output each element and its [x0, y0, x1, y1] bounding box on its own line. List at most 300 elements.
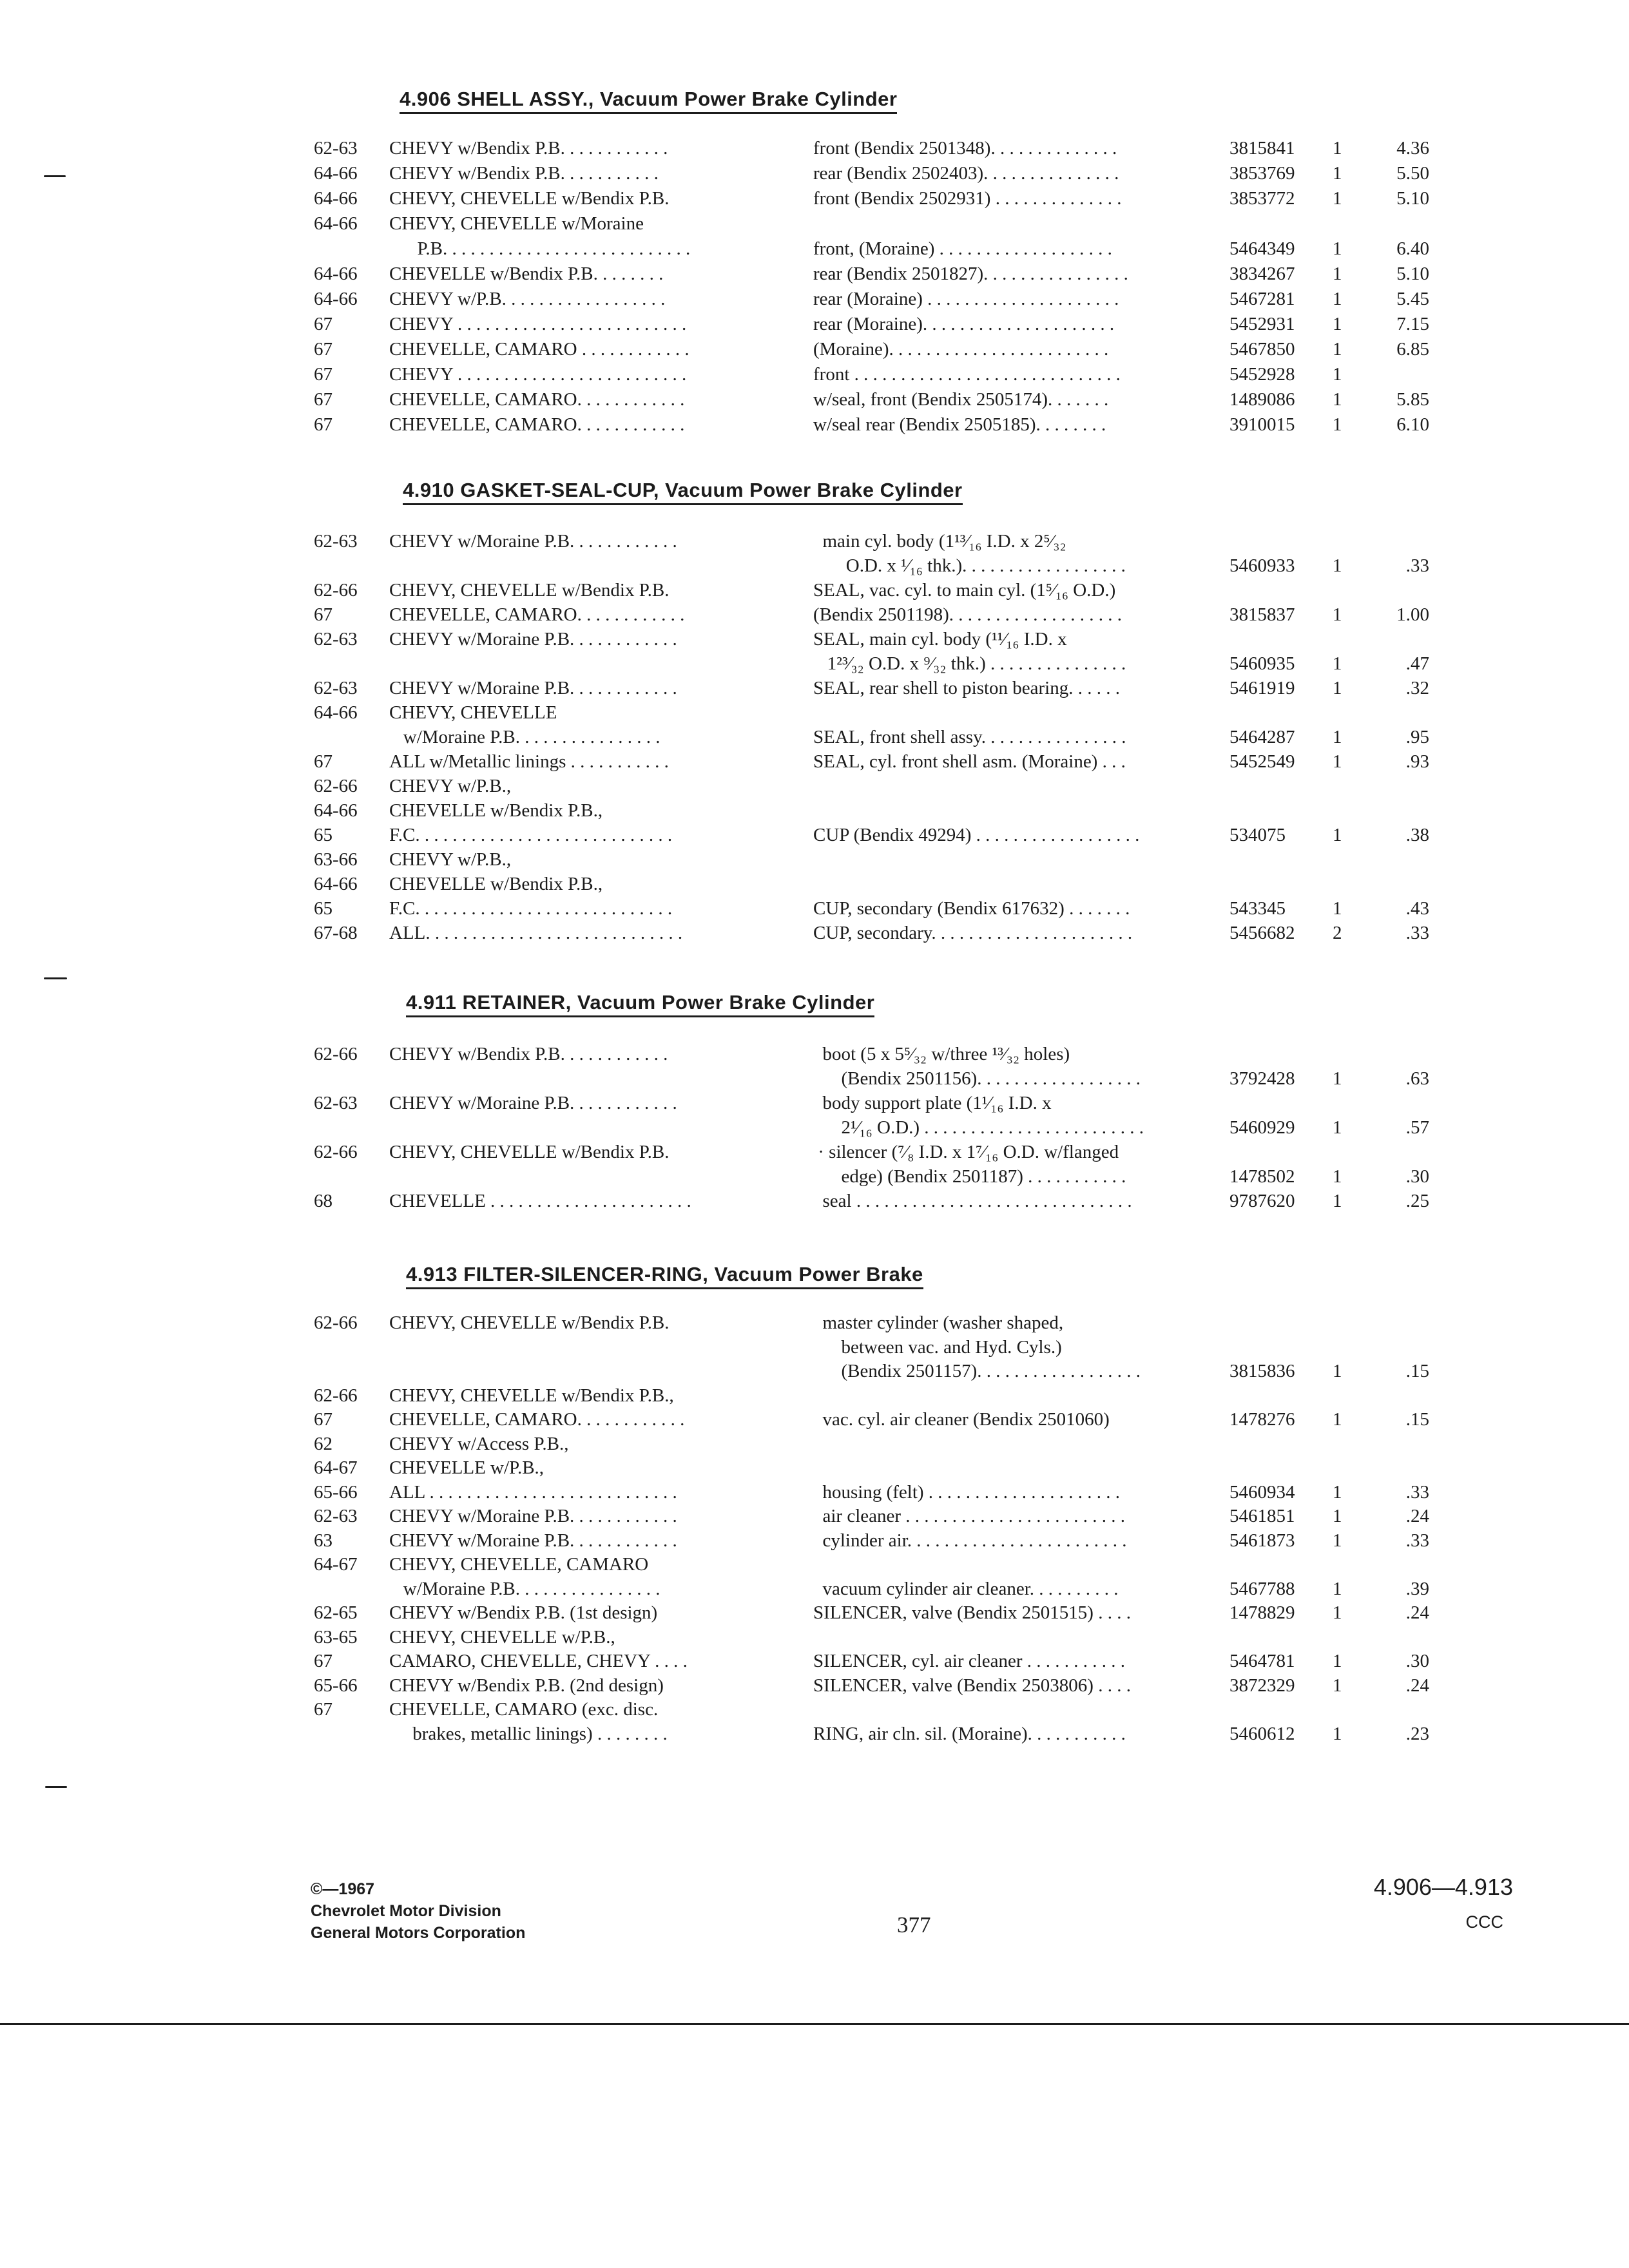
part-number-cell: 5456682 — [1229, 923, 1295, 943]
description-cell: SEAL, rear shell to piston bearing. . . . . . — [813, 678, 1120, 698]
description-cell: SEAL, vac. cyl. to main cyl. (1⁵⁄₁₆ O.D.) — [813, 580, 1116, 601]
year-cell: 62-66 — [314, 580, 358, 601]
model-cell: CHEVY w/Bendix P.B. (2nd design) — [389, 1675, 664, 1696]
part-number-cell: 3815836 — [1229, 1361, 1295, 1381]
table-row — [0, 1649, 1629, 1673]
table-row — [0, 921, 1629, 945]
section-heading-4913: 4.913 FILTER-SILENCER-RING, Vacuum Power Brake — [406, 1263, 923, 1289]
price-cell: .43 — [1405, 898, 1429, 919]
year-cell: 67 — [314, 1409, 333, 1430]
price-cell: 5.10 — [1396, 188, 1429, 209]
year-cell: 63 — [314, 1530, 333, 1551]
quantity-cell: 1 — [1333, 1409, 1342, 1430]
description-cell: 2¹⁄₁₆ O.D.) . . . . . . . . . . . . . . . . . . . . . . . . — [813, 1117, 1144, 1138]
year-cell: 67 — [314, 1651, 333, 1671]
table-row — [0, 1626, 1629, 1649]
year-cell: 62-66 — [314, 1385, 358, 1406]
quantity-cell: 1 — [1333, 389, 1342, 410]
price-cell: .57 — [1405, 1117, 1429, 1138]
description-cell: rear (Moraine). . . . . . . . . . . . . . . . . . . . . — [813, 314, 1115, 334]
table-row — [0, 1504, 1629, 1528]
model-cell: CHEVY, CHEVELLE — [389, 702, 557, 723]
model-cell: CHEVY, CHEVELLE w/Bendix P.B. — [389, 1142, 670, 1162]
part-number-cell: 5461919 — [1229, 678, 1295, 698]
year-cell: 64-66 — [314, 800, 358, 821]
quantity-cell: 1 — [1333, 264, 1342, 284]
page-number: 377 — [897, 1912, 931, 1937]
year-cell: 62-66 — [314, 1044, 358, 1064]
quantity-cell: 1 — [1333, 1361, 1342, 1381]
part-number-cell: 5467281 — [1229, 289, 1295, 309]
price-cell: 6.10 — [1396, 414, 1429, 435]
year-cell: 67 — [314, 389, 333, 410]
table-row — [0, 187, 1629, 210]
year-cell: 62-65 — [314, 1602, 358, 1623]
price-cell: 1.00 — [1396, 604, 1429, 625]
model-cell: F.C. . . . . . . . . . . . . . . . . . . . . . . . . . . . — [389, 898, 673, 919]
part-number-cell: 543345 — [1229, 898, 1286, 919]
price-cell: .30 — [1405, 1651, 1429, 1671]
table-row — [0, 872, 1629, 896]
model-cell: CHEVY w/Moraine P.B. . . . . . . . . . . . — [389, 629, 677, 649]
table-row — [0, 677, 1629, 700]
description-cell: front (Bendix 2502931) . . . . . . . . . . . . . . — [813, 188, 1122, 209]
description-cell: CUP, secondary (Bendix 617632) . . . . . . . — [813, 898, 1130, 919]
table-row — [0, 1043, 1629, 1066]
model-cell: CHEVY, CHEVELLE w/P.B., — [389, 1626, 615, 1648]
price-cell: .15 — [1405, 1361, 1429, 1381]
section-heading-4911: 4.911 RETAINER, Vacuum Power Brake Cylinder — [406, 991, 874, 1017]
part-number-cell: 3815841 — [1229, 138, 1295, 159]
price-cell: .23 — [1405, 1723, 1429, 1744]
year-cell: 63-65 — [314, 1626, 358, 1648]
quantity-cell: 1 — [1333, 604, 1342, 625]
year-cell: 65 — [314, 898, 333, 919]
price-cell: .93 — [1405, 751, 1429, 772]
table-row — [0, 1140, 1629, 1164]
model-cell: CHEVY w/Bendix P.B. . . . . . . . . . . . — [389, 1044, 668, 1064]
year-cell: 67 — [314, 314, 333, 334]
model-cell: CHEVY, CHEVELLE w/Moraine — [389, 213, 644, 234]
model-cell: F.C. . . . . . . . . . . . . . . . . . . . . . . . . . . . — [389, 825, 673, 845]
model-cell: CHEVY w/Moraine P.B. . . . . . . . . . . . — [389, 678, 677, 698]
table-row — [0, 1408, 1629, 1431]
model-cell: CHEVY w/Bendix P.B. (1st design) — [389, 1602, 658, 1623]
part-number-cell: 5464287 — [1229, 727, 1295, 747]
price-cell: 5.45 — [1396, 289, 1429, 309]
table-row — [0, 338, 1629, 361]
table-row — [0, 388, 1629, 411]
part-number-cell: 5467850 — [1229, 339, 1295, 360]
description-cell: (Bendix 2501156). . . . . . . . . . . . . . . . . . — [813, 1068, 1141, 1089]
model-cell: CHEVELLE, CAMARO. . . . . . . . . . . . — [389, 604, 685, 625]
quantity-cell: 1 — [1333, 1481, 1342, 1503]
description-cell: vac. cyl. air cleaner (Bendix 2501060) — [813, 1409, 1110, 1430]
model-cell: CHEVY . . . . . . . . . . . . . . . . . . . . . . . . . — [389, 364, 687, 385]
description-cell: SILENCER, cyl. air cleaner . . . . . . . . . . . — [813, 1651, 1126, 1671]
year-cell: 62 — [314, 1433, 333, 1454]
year-cell: 62-66 — [314, 1142, 358, 1162]
model-cell: P.B. . . . . . . . . . . . . . . . . . . . . . . . . . . — [389, 238, 691, 259]
part-number-cell: 5452549 — [1229, 751, 1295, 772]
description-cell: rear (Bendix 2501827). . . . . . . . . . . . . . . . — [813, 264, 1128, 284]
table-row — [0, 652, 1629, 675]
year-cell: 67 — [314, 751, 333, 772]
table-row — [0, 726, 1629, 749]
quantity-cell: 1 — [1333, 1651, 1342, 1671]
quantity-cell: 1 — [1333, 163, 1342, 184]
description-cell: SEAL, main cyl. body (¹¹⁄₁₆ I.D. x — [813, 629, 1067, 649]
year-cell: 64-66 — [314, 702, 358, 723]
model-cell: CHEVY w/P.B., — [389, 849, 512, 870]
description-cell: housing (felt) . . . . . . . . . . . . . . . . . . . . . — [813, 1481, 1121, 1503]
table-row — [0, 1067, 1629, 1090]
table-row — [0, 287, 1629, 311]
model-cell: CHEVY, CHEVELLE w/Bendix P.B. — [389, 188, 670, 209]
table-row — [0, 848, 1629, 871]
description-cell: SEAL, cyl. front shell asm. (Moraine) . . . — [813, 751, 1126, 772]
table-row — [0, 162, 1629, 185]
quantity-cell: 1 — [1333, 1723, 1342, 1744]
model-cell: CHEVELLE, CAMARO. . . . . . . . . . . . — [389, 414, 685, 435]
table-row — [0, 1553, 1629, 1576]
quantity-cell: 1 — [1333, 1602, 1342, 1623]
part-number-cell: 1478502 — [1229, 1166, 1295, 1187]
quantity-cell: 1 — [1333, 314, 1342, 334]
price-cell: .32 — [1405, 678, 1429, 698]
table-row — [0, 603, 1629, 626]
section-heading-4910: 4.910 GASKET-SEAL-CUP, Vacuum Power Brake Cylinder — [403, 479, 963, 505]
year-cell: 62-63 — [314, 138, 358, 159]
table-row — [0, 554, 1629, 577]
quantity-cell: 1 — [1333, 188, 1342, 209]
price-cell: 7.15 — [1396, 314, 1429, 334]
price-cell: 5.85 — [1396, 389, 1429, 410]
part-number-cell: 5452931 — [1229, 314, 1295, 334]
quantity-cell: 1 — [1333, 364, 1342, 385]
description-cell: 1²³⁄₃₂ O.D. x ⁹⁄₃₂ thk.) . . . . . . . . . . . . . . . — [813, 653, 1126, 674]
part-number-cell: 5467788 — [1229, 1578, 1295, 1599]
part-number-cell: 3853769 — [1229, 163, 1295, 184]
table-row — [0, 363, 1629, 386]
description-cell: main cyl. body (1¹³⁄₁₆ I.D. x 2⁵⁄₃₂ — [813, 531, 1066, 552]
price-cell: .33 — [1405, 923, 1429, 943]
description-cell: rear (Moraine) . . . . . . . . . . . . . . . . . . . . . — [813, 289, 1119, 309]
price-cell: .15 — [1405, 1409, 1429, 1430]
quantity-cell: 1 — [1333, 414, 1342, 435]
description-cell: edge) (Bendix 2501187) . . . . . . . . . . . — [813, 1166, 1126, 1187]
year-cell: 62-66 — [314, 1312, 358, 1333]
quantity-cell: 1 — [1333, 825, 1342, 845]
quantity-cell: 1 — [1333, 339, 1342, 360]
part-number-cell: 534075 — [1229, 825, 1286, 845]
price-cell: .95 — [1405, 727, 1429, 747]
description-cell: vacuum cylinder air cleaner. . . . . . . . . . — [813, 1578, 1119, 1599]
year-cell: 67 — [314, 414, 333, 435]
bottom-rule — [0, 2023, 1629, 2025]
model-cell: ALL w/Metallic linings . . . . . . . . . . . — [389, 751, 669, 772]
model-cell: CHEVY w/Moraine P.B. . . . . . . . . . . . — [389, 1530, 677, 1551]
model-cell: CHEVY w/P.B., — [389, 776, 512, 796]
year-cell: 64-66 — [314, 188, 358, 209]
table-row — [0, 212, 1629, 235]
table-row — [0, 1116, 1629, 1139]
part-number-cell: 5460929 — [1229, 1117, 1295, 1138]
quantity-cell: 1 — [1333, 138, 1342, 159]
model-cell: w/Moraine P.B. . . . . . . . . . . . . . . . — [389, 1578, 660, 1599]
part-number-cell: 5460612 — [1229, 1723, 1295, 1744]
price-cell: .25 — [1405, 1191, 1429, 1211]
model-cell: CHEVELLE, CAMARO . . . . . . . . . . . . — [389, 339, 689, 360]
description-cell: front . . . . . . . . . . . . . . . . . . . . . . . . . . . . . — [813, 364, 1121, 385]
table-row — [0, 413, 1629, 436]
year-cell: 62-63 — [314, 678, 358, 698]
year-cell: 65-66 — [314, 1481, 358, 1503]
model-cell: CHEVY, CHEVELLE w/Bendix P.B. — [389, 580, 670, 601]
part-number-cell: 5460935 — [1229, 653, 1295, 674]
quantity-cell: 1 — [1333, 1675, 1342, 1696]
table-row — [0, 1722, 1629, 1745]
model-cell: CHEVELLE w/Bendix P.B., — [389, 800, 603, 821]
table-row — [0, 262, 1629, 285]
part-number-cell: 3910015 — [1229, 414, 1295, 435]
description-cell: air cleaner . . . . . . . . . . . . . . . . . . . . . . . . — [813, 1506, 1126, 1526]
price-cell: .39 — [1405, 1578, 1429, 1599]
quantity-cell: 2 — [1333, 923, 1342, 943]
section-heading-4906: 4.906 SHELL ASSY., Vacuum Power Brake Cylinder — [400, 88, 897, 114]
description-cell: RING, air cln. sil. (Moraine). . . . . . . . . . . — [813, 1723, 1126, 1744]
description-cell: SEAL, front shell assy. . . . . . . . . . . . . . . . — [813, 727, 1126, 747]
table-row — [0, 1091, 1629, 1115]
description-cell: (Bendix 2501198). . . . . . . . . . . . . . . . . . . — [813, 604, 1123, 625]
part-number-cell: 5452928 — [1229, 364, 1295, 385]
price-cell: .63 — [1405, 1068, 1429, 1089]
year-cell: 67 — [314, 604, 333, 625]
year-cell: 62-63 — [314, 1506, 358, 1526]
price-cell: 4.36 — [1396, 138, 1429, 159]
description-cell: (Bendix 2501157). . . . . . . . . . . . . . . . . . — [813, 1361, 1141, 1381]
model-cell: CHEVELLE, CAMARO. . . . . . . . . . . . — [389, 389, 685, 410]
quantity-cell: 1 — [1333, 727, 1342, 747]
year-cell: 64-66 — [314, 213, 358, 234]
year-cell: 65-66 — [314, 1675, 358, 1696]
table-row — [0, 1456, 1629, 1479]
year-cell: 62-63 — [314, 629, 358, 649]
year-cell: 62-66 — [314, 776, 358, 796]
year-cell: 68 — [314, 1191, 333, 1211]
part-number-cell: 5460933 — [1229, 555, 1295, 576]
part-number-cell: 5464781 — [1229, 1651, 1295, 1671]
model-cell: CAMARO, CHEVELLE, CHEVY . . . . — [389, 1651, 688, 1671]
year-cell: 64-66 — [314, 163, 358, 184]
table-row — [0, 530, 1629, 553]
model-cell: CHEVY w/Moraine P.B. . . . . . . . . . . . — [389, 531, 677, 552]
description-cell: w/seal, front (Bendix 2505174). . . . . . . — [813, 389, 1109, 410]
description-cell: SILENCER, valve (Bendix 2503806) . . . . — [813, 1675, 1131, 1696]
part-number-cell: 3853772 — [1229, 188, 1295, 209]
description-cell: CUP, secondary. . . . . . . . . . . . . . . . . . . . . . — [813, 923, 1133, 943]
table-row — [0, 628, 1629, 651]
table-row — [0, 1577, 1629, 1600]
model-cell: CHEVY, CHEVELLE, CAMARO — [389, 1554, 649, 1575]
table-row — [0, 1432, 1629, 1456]
price-cell: 5.50 — [1396, 163, 1429, 184]
quantity-cell: 1 — [1333, 898, 1342, 919]
table-row — [0, 897, 1629, 920]
quantity-cell: 1 — [1333, 1191, 1342, 1211]
part-number-cell: 1478829 — [1229, 1602, 1295, 1623]
model-cell: w/Moraine P.B. . . . . . . . . . . . . . . . — [389, 727, 660, 747]
description-cell: CUP (Bendix 49294) . . . . . . . . . . . . . . . . . . — [813, 825, 1140, 845]
year-cell: 67 — [314, 1699, 333, 1720]
model-cell: CHEVY w/Moraine P.B. . . . . . . . . . . . — [389, 1093, 677, 1113]
description-cell: boot (5 x 5⁵⁄₃₂ w/three ¹³⁄₃₂ holes) — [813, 1044, 1070, 1064]
year-cell: 62-63 — [314, 531, 358, 552]
part-number-cell: 1478276 — [1229, 1409, 1295, 1430]
part-number-cell: 5464349 — [1229, 238, 1295, 259]
price-cell: .24 — [1405, 1506, 1429, 1526]
table-row — [0, 1698, 1629, 1721]
model-cell: CHEVY, CHEVELLE w/Bendix P.B., — [389, 1385, 674, 1406]
description-cell: front, (Moraine) . . . . . . . . . . . . . . . . . . . — [813, 238, 1112, 259]
price-cell: .33 — [1405, 555, 1429, 576]
part-number-cell: 3815837 — [1229, 604, 1295, 625]
model-cell: CHEVELLE . . . . . . . . . . . . . . . . . . . . . . — [389, 1191, 691, 1211]
part-number-cell: 5461873 — [1229, 1530, 1295, 1551]
quantity-cell: 1 — [1333, 1166, 1342, 1187]
part-number-cell: 5460934 — [1229, 1481, 1295, 1503]
table-row — [0, 1189, 1629, 1213]
description-cell: w/seal rear (Bendix 2505185). . . . . . . . — [813, 414, 1106, 435]
table-row — [0, 1384, 1629, 1407]
model-cell: CHEVY, CHEVELLE w/Bendix P.B. — [389, 1312, 670, 1333]
description-cell: (Moraine). . . . . . . . . . . . . . . . . . . . . . . . — [813, 339, 1109, 360]
model-cell: CHEVY w/Access P.B., — [389, 1433, 569, 1454]
year-cell: 64-66 — [314, 264, 358, 284]
price-cell: 5.10 — [1396, 264, 1429, 284]
price-cell: .33 — [1405, 1530, 1429, 1551]
model-cell: CHEVELLE, CAMARO. . . . . . . . . . . . — [389, 1409, 685, 1430]
margin-mark — [45, 1786, 67, 1788]
year-cell: 67 — [314, 339, 333, 360]
table-row — [0, 1165, 1629, 1188]
year-cell: 64-66 — [314, 289, 358, 309]
description-cell: between vac. and Hyd. Cyls.) — [813, 1336, 1062, 1358]
table-row — [0, 701, 1629, 724]
price-cell: .38 — [1405, 825, 1429, 845]
year-cell: 65 — [314, 825, 333, 845]
part-number-cell: 3872329 — [1229, 1675, 1295, 1696]
part-number-cell: 5461851 — [1229, 1506, 1295, 1526]
table-row — [0, 579, 1629, 602]
page-code: CCC — [1465, 1912, 1503, 1932]
quantity-cell: 1 — [1333, 238, 1342, 259]
table-row — [0, 1481, 1629, 1504]
model-cell: CHEVY . . . . . . . . . . . . . . . . . . . . . . . . . — [389, 314, 687, 334]
quantity-cell: 1 — [1333, 653, 1342, 674]
price-cell: .30 — [1405, 1166, 1429, 1187]
model-cell: CHEVELLE w/P.B., — [389, 1457, 545, 1478]
quantity-cell: 1 — [1333, 1506, 1342, 1526]
table-row — [0, 1601, 1629, 1624]
page-range: 4.906—4.913 — [1373, 1874, 1513, 1900]
quantity-cell: 1 — [1333, 1578, 1342, 1599]
model-cell: ALL . . . . . . . . . . . . . . . . . . . . . . . . . . . — [389, 1481, 677, 1503]
table-row — [0, 799, 1629, 822]
description-cell: · silencer (⁷⁄₈ I.D. x 1⁷⁄₁₆ O.D. w/flanged — [813, 1142, 1119, 1162]
quantity-cell: 1 — [1333, 678, 1342, 698]
description-cell: rear (Bendix 2502403). . . . . . . . . . . . . . . — [813, 163, 1119, 184]
table-row — [0, 312, 1629, 336]
model-cell: ALL. . . . . . . . . . . . . . . . . . . . . . . . . . . . — [389, 923, 683, 943]
year-cell: 67 — [314, 364, 333, 385]
table-row — [0, 823, 1629, 847]
year-cell: 64-66 — [314, 874, 358, 894]
quantity-cell: 1 — [1333, 289, 1342, 309]
price-cell: 6.40 — [1396, 238, 1429, 259]
year-cell: 63-66 — [314, 849, 358, 870]
price-cell: .24 — [1405, 1602, 1429, 1623]
description-cell: body support plate (1¹⁄₁₆ I.D. x — [813, 1093, 1052, 1113]
table-row — [0, 1529, 1629, 1552]
quantity-cell: 1 — [1333, 1530, 1342, 1551]
table-row — [0, 237, 1629, 260]
table-row — [0, 1674, 1629, 1697]
quantity-cell: 1 — [1333, 751, 1342, 772]
year-cell: 64-67 — [314, 1554, 358, 1575]
part-number-cell: 3834267 — [1229, 264, 1295, 284]
price-cell: .47 — [1405, 653, 1429, 674]
copyright-line: ©—1967 — [311, 1880, 375, 1898]
price-cell: .24 — [1405, 1675, 1429, 1696]
part-number-cell: 1489086 — [1229, 389, 1295, 410]
quantity-cell: 1 — [1333, 555, 1342, 576]
model-cell: CHEVY w/P.B. . . . . . . . . . . . . . . . . . — [389, 289, 666, 309]
model-cell: CHEVY w/Bendix P.B. . . . . . . . . . . . — [389, 138, 668, 159]
model-cell: CHEVELLE w/Bendix P.B. . . . . . . . — [389, 264, 664, 284]
description-cell: front (Bendix 2501348). . . . . . . . . . . . . . — [813, 138, 1117, 159]
price-cell: 6.85 — [1396, 339, 1429, 360]
description-cell: seal . . . . . . . . . . . . . . . . . . . . . . . . . . . . . . — [813, 1191, 1132, 1211]
model-cell: CHEVELLE, CAMARO (exc. disc. — [389, 1699, 659, 1720]
part-number-cell: 3792428 — [1229, 1068, 1295, 1089]
model-cell: CHEVELLE w/Bendix P.B., — [389, 874, 603, 894]
table-row — [0, 1360, 1629, 1383]
table-row — [0, 774, 1629, 798]
publisher-block — [311, 1878, 525, 1944]
description-cell: cylinder air. . . . . . . . . . . . . . . . . . . . . . . . — [813, 1530, 1127, 1551]
quantity-cell: 1 — [1333, 1068, 1342, 1089]
table-row — [0, 1311, 1629, 1334]
price-cell: .33 — [1405, 1481, 1429, 1503]
year-cell: 62-63 — [314, 1093, 358, 1113]
model-cell: brakes, metallic linings) . . . . . . . . — [389, 1723, 668, 1744]
description-cell: master cylinder (washer shaped, — [813, 1312, 1064, 1333]
division-line: Chevrolet Motor Division — [311, 1902, 501, 1920]
part-number-cell: 9787620 — [1229, 1191, 1295, 1211]
year-cell: 67-68 — [314, 923, 358, 943]
year-cell: 64-67 — [314, 1457, 358, 1478]
description-cell: SILENCER, valve (Bendix 2501515) . . . . — [813, 1602, 1131, 1623]
model-cell: CHEVY w/Bendix P.B. . . . . . . . . . . — [389, 163, 659, 184]
corporation-line: General Motors Corporation — [311, 1924, 526, 1942]
margin-mark — [44, 977, 67, 979]
description-cell: O.D. x ¹⁄₁₆ thk.). . . . . . . . . . . . . . . . . . — [813, 555, 1126, 576]
table-row — [0, 1336, 1629, 1359]
table-row — [0, 137, 1629, 160]
table-row — [0, 750, 1629, 773]
quantity-cell: 1 — [1333, 1117, 1342, 1138]
